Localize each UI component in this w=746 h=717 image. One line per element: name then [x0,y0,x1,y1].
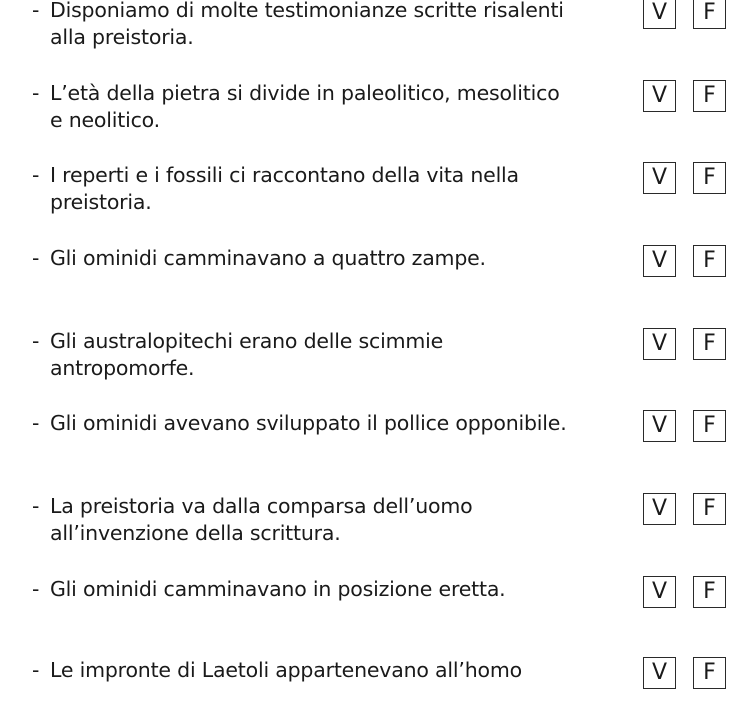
false-checkbox[interactable]: F [693,328,726,360]
statement-text [32,0,617,51]
answer-choices [643,493,743,525]
true-checkbox[interactable]: V [643,410,676,442]
true-checkbox[interactable]: V [643,576,676,608]
answer-choices [643,328,743,360]
false-checkbox[interactable]: F [693,245,726,277]
statement-line-2: e neolitico. [50,108,160,132]
statement-item [32,328,746,388]
bullet-dash: - [32,658,40,682]
statement-text [32,576,617,603]
bullet-dash: - [32,329,40,353]
statement-line-1: Gli ominidi camminavano a quattro zampe. [50,246,486,270]
statement-line-2: all’invenzione della scrittura. [50,521,341,545]
statement-text [32,493,617,547]
answer-choices [643,162,743,194]
statement-line-1: Le impronte di Laetoli appartenevano all’homo [50,658,522,682]
statement-item [32,162,746,222]
false-checkbox[interactable]: F [693,80,726,112]
statement-item [32,576,746,636]
statement-line-1: Disponiamo di molte testimonianze scritte risalenti [50,0,564,22]
statement-text [32,162,617,216]
statement-line-1: Gli australopitechi erano delle scimmie [50,329,444,353]
statement-text [32,245,617,272]
bullet-dash: - [32,411,40,435]
statement-line-2: antropomorfe. [50,356,195,380]
bullet-dash: - [32,0,40,22]
statement-item [32,410,746,470]
true-checkbox[interactable]: V [643,493,676,525]
statement-line-1: La preistoria va dalla comparsa dell’uomo [50,494,473,518]
false-checkbox[interactable]: F [693,576,726,608]
statement-line-1: Gli ominidi camminavano in posizione eretta. [50,577,506,601]
true-checkbox[interactable]: V [643,0,676,29]
statement-item [32,657,746,717]
false-checkbox[interactable]: F [693,493,726,525]
bullet-dash: - [32,577,40,601]
false-checkbox[interactable]: F [693,657,726,689]
statement-text [32,328,617,382]
statement-text [32,657,617,684]
bullet-dash: - [32,246,40,270]
bullet-dash: - [32,81,40,105]
bullet-dash: - [32,494,40,518]
answer-choices [643,80,743,112]
statement-line-1: Gli ominidi avevano sviluppato il pollice opponibile. [50,411,567,435]
false-checkbox[interactable]: F [693,0,726,29]
true-checkbox[interactable]: V [643,657,676,689]
statement-item [32,245,746,305]
true-checkbox[interactable]: V [643,245,676,277]
true-checkbox[interactable]: V [643,162,676,194]
answer-choices [643,576,743,608]
false-checkbox[interactable]: F [693,162,726,194]
statement-text [32,410,617,437]
answer-choices [643,0,743,29]
true-checkbox[interactable]: V [643,328,676,360]
answer-choices [643,657,743,689]
bullet-dash: - [32,163,40,187]
answer-choices [643,410,743,442]
statement-item [32,493,746,553]
statement-item [32,80,746,140]
statement-text [32,80,617,134]
statement-item [32,0,746,57]
statement-line-1: I reperti e i fossili ci raccontano della vita nella [50,163,519,187]
false-checkbox[interactable]: F [693,410,726,442]
statement-line-2: alla preistoria. [50,25,194,49]
true-checkbox[interactable]: V [643,80,676,112]
statement-line-2: preistoria. [50,190,152,214]
statement-line-1: L’età della pietra si divide in paleolitico, mesolitico [50,81,560,105]
answer-choices [643,245,743,277]
